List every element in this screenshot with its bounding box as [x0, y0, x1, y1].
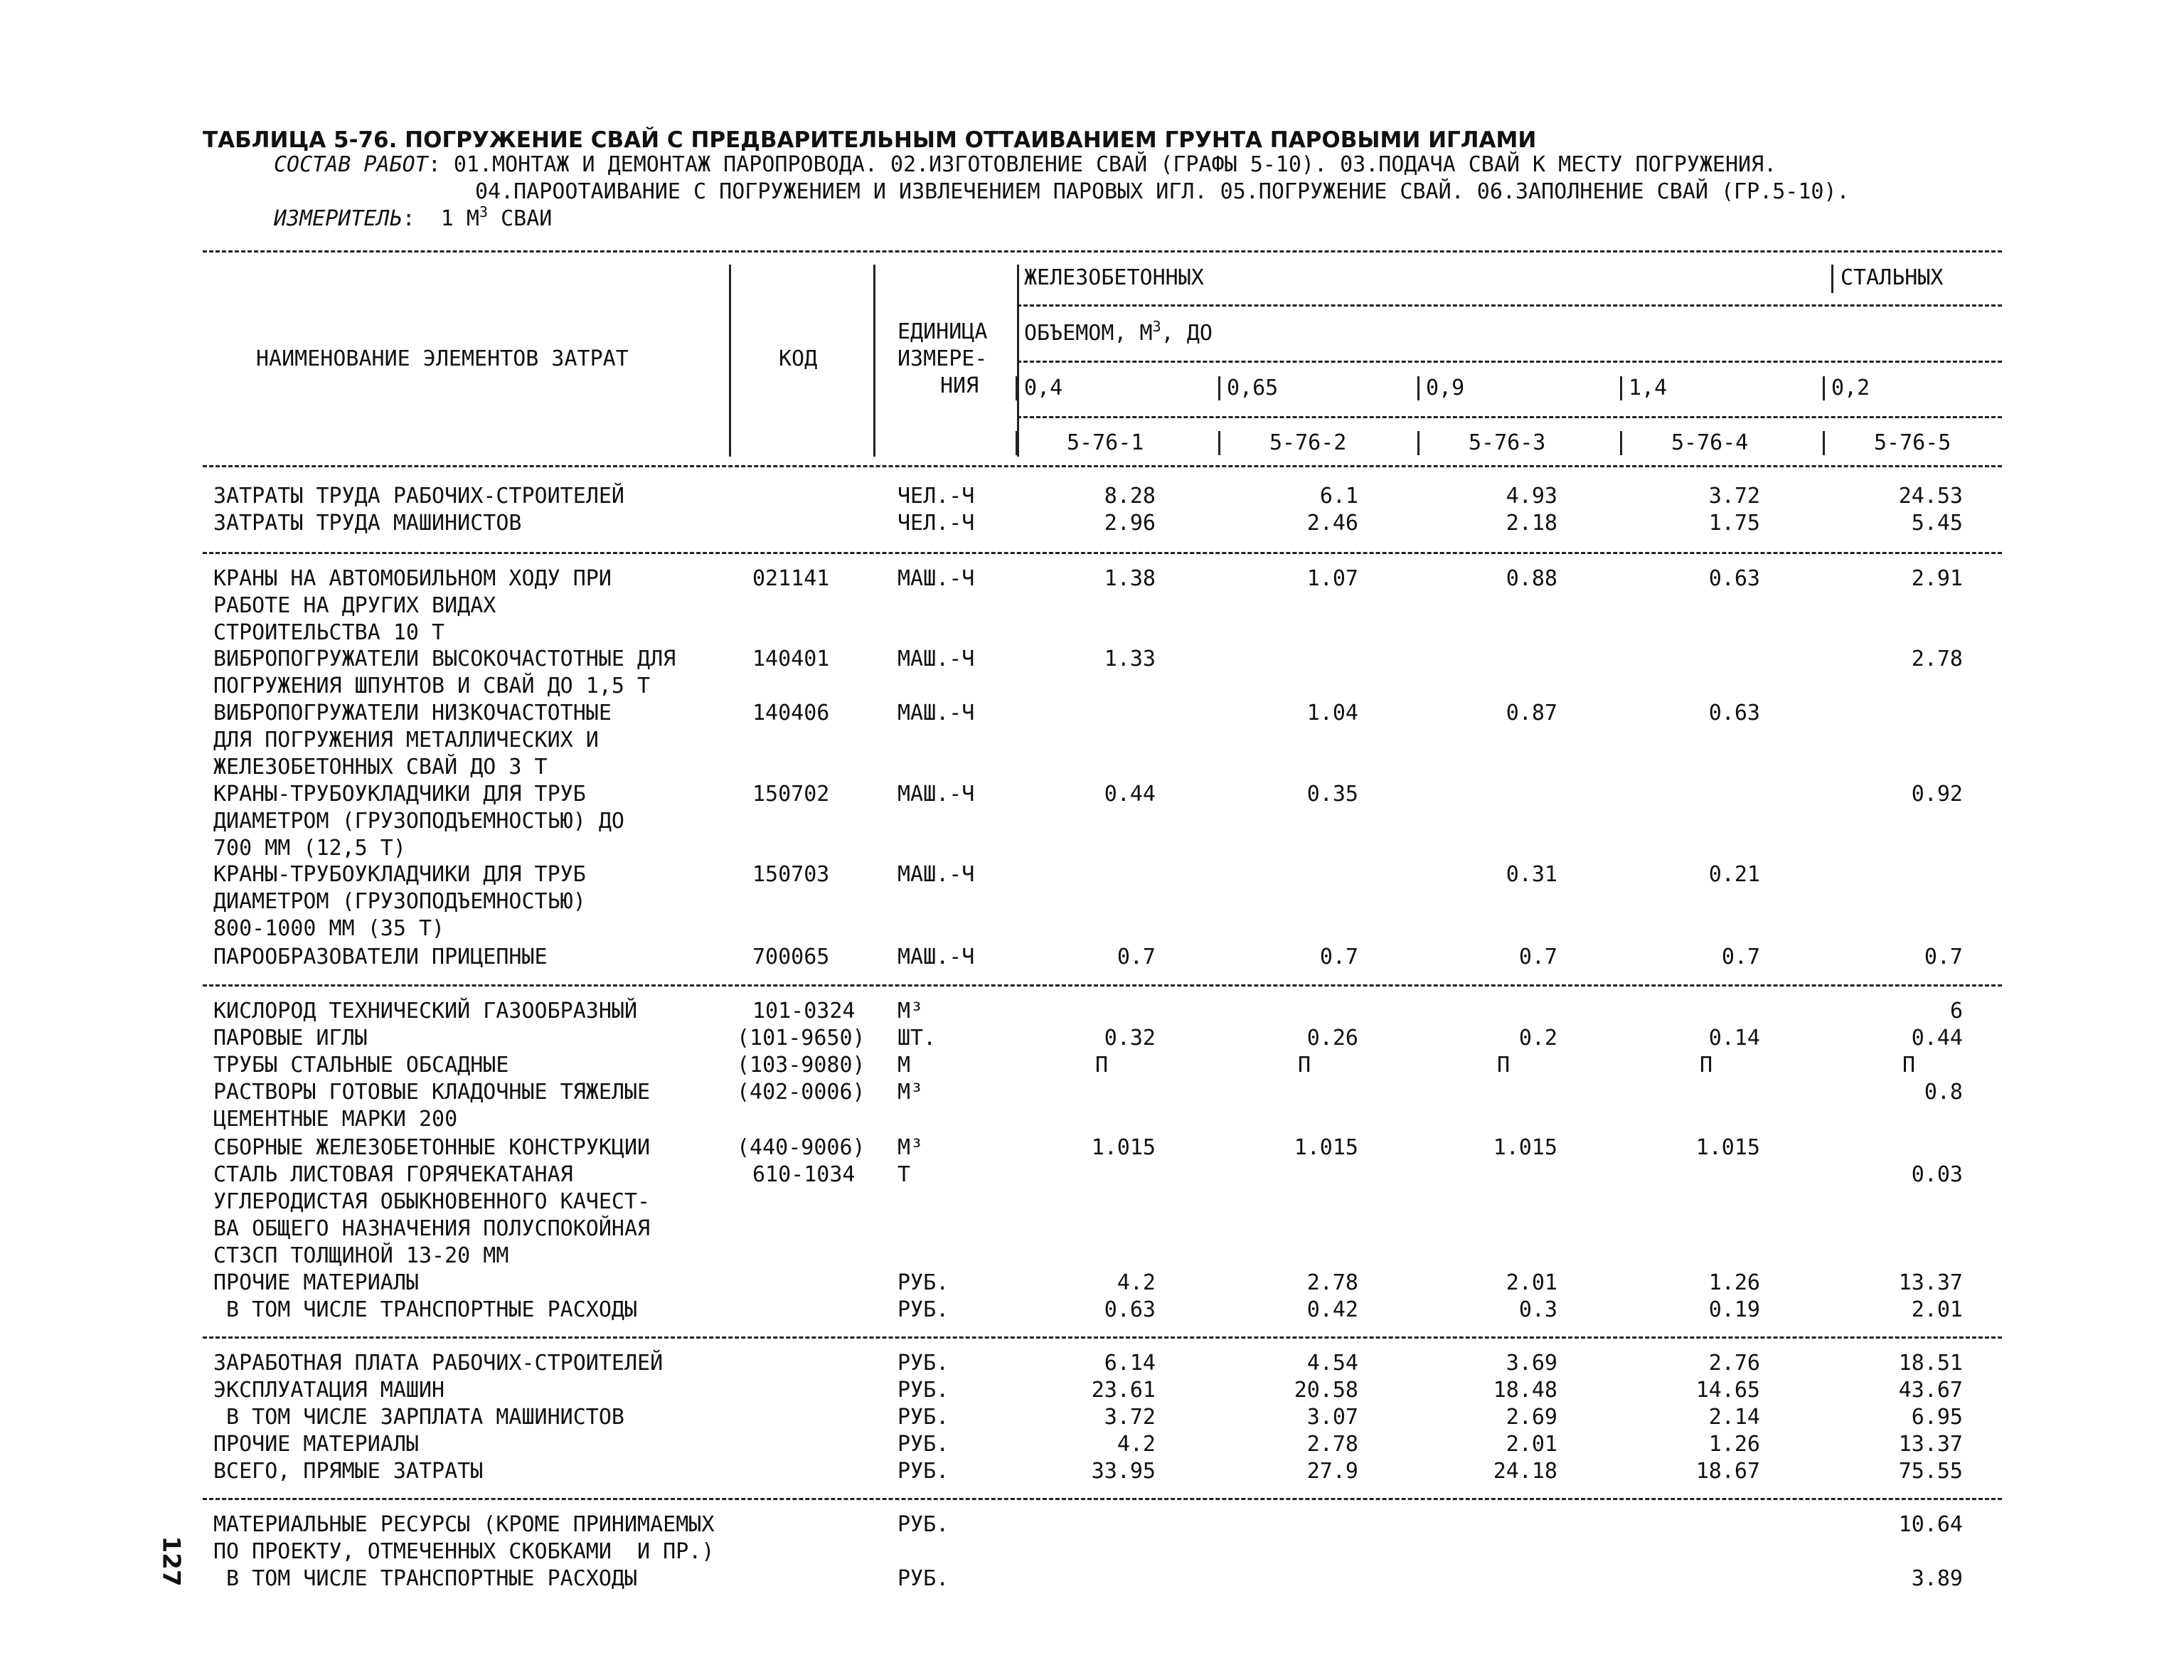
row-value: 13.37 [1898, 1432, 1963, 1457]
row-value: 0.63 [1708, 701, 1760, 725]
header-volume-value: 1,4 [1629, 376, 1668, 400]
row-name: СТАЛЬ ЛИСТОВАЯ ГОРЯЧЕКАТАНАЯ [213, 1162, 573, 1187]
row-value: 18.48 [1493, 1378, 1557, 1403]
row-name: ПРОЧИЕ МАТЕРИАЛЫ [213, 1270, 419, 1295]
row-unit: МАШ.-Ч [897, 647, 975, 671]
row-code: 140406 [752, 701, 830, 725]
row-value: 18.67 [1695, 1459, 1760, 1484]
row-value: 4.54 [1306, 1351, 1358, 1376]
header-top-rule [203, 250, 2002, 252]
row-name: 800-1000 ММ (35 Т) [213, 916, 445, 941]
header-code-value: 5-76-2 [1269, 430, 1347, 455]
row-value: 0.2 [1518, 1026, 1557, 1051]
row-value: 1.04 [1306, 701, 1358, 725]
row-value: 3.72 [1104, 1405, 1156, 1430]
row-unit: РУБ. [897, 1351, 949, 1376]
row-value: 2.01 [1506, 1270, 1557, 1295]
row-value: 4.93 [1506, 484, 1557, 509]
row-unit: ШТ. [897, 1026, 937, 1051]
header-rule-2 [1017, 361, 2002, 363]
header-volume-value: 0,65 [1227, 376, 1279, 400]
row-value: 3.69 [1506, 1351, 1557, 1376]
row-unit: Т [897, 1162, 911, 1187]
header-code-divider [1823, 431, 1825, 455]
header-bottom-rule [203, 465, 2002, 467]
row-value: 4.2 [1117, 1432, 1156, 1457]
row-code: 150702 [752, 782, 830, 807]
row-code: (103-9080) [737, 1053, 865, 1078]
row-unit: М³ [897, 1080, 924, 1105]
row-name: РАСТВОРЫ ГОТОВЫЕ КЛАДОЧНЫЕ ТЯЖЕЛЫЕ [213, 1080, 651, 1105]
row-value: 24.18 [1493, 1459, 1557, 1484]
row-value: 6.1 [1319, 484, 1358, 509]
row-name: В ТОМ ЧИСЛЕ ТРАНСПОРТНЫЕ РАСХОДЫ [213, 1566, 638, 1591]
header-rule-3 [1017, 416, 2002, 418]
row-name: ВА ОБЩЕГО НАЗНАЧЕНИЯ ПОЛУСПОКОЙНАЯ [213, 1216, 651, 1241]
row-unit: МАШ.-Ч [897, 862, 975, 887]
row-value: 6 [1949, 999, 1963, 1024]
row-value: 0.03 [1911, 1162, 1963, 1187]
row-name: СТ3СП ТОЛЩИНОЙ 13-20 ММ [213, 1243, 509, 1268]
measure-label: ИЗМЕРИТЕЛЬ [274, 206, 403, 231]
row-name: ПАРООБРАЗОВАТЕЛИ ПРИЦЕПНЫЕ [213, 945, 548, 969]
header-divider-code [873, 265, 875, 457]
header-unit-3: НИЯ [940, 373, 979, 398]
header-code-divider [1016, 431, 1018, 455]
row-value: 75.55 [1898, 1459, 1963, 1484]
row-value: 5.45 [1911, 511, 1963, 536]
row-name: КРАНЫ-ТРУБОУКЛАДЧИКИ ДЛЯ ТРУБ [213, 782, 586, 807]
row-unit: М [897, 1053, 911, 1078]
row-value: 0.21 [1708, 862, 1760, 887]
row-value: 23.61 [1091, 1378, 1156, 1403]
row-code: (402-0006) [737, 1080, 865, 1105]
row-value: 0.63 [1104, 1297, 1156, 1322]
row-value: 20.58 [1294, 1378, 1358, 1403]
work-composition-text-1: : 01.МОНТАЖ И ДЕМОНТАЖ ПАРОПРОВОДА. 02.ИЗГОТОВЛЕНИЕ СВАЙ (ГРАФЫ 5-10). 03.ПОДАЧА СВАЙ К МЕСТУ ПОГРУЖЕНИЯ. [427, 152, 1777, 177]
row-value: 0.7 [1319, 945, 1358, 969]
row-value: 0.14 [1708, 1026, 1760, 1051]
row-unit: МАШ.-Ч [897, 701, 975, 725]
row-value: 1.015 [1493, 1135, 1557, 1160]
row-value: 0.3 [1518, 1297, 1557, 1322]
row-value: 2.18 [1506, 511, 1557, 536]
header-code-value: 5-76-5 [1874, 430, 1951, 455]
row-value: 13.37 [1898, 1270, 1963, 1295]
row-unit: МАШ.-Ч [897, 566, 975, 591]
row-name: ТРУБЫ СТАЛЬНЫЕ ОБСАДНЫЕ [213, 1053, 509, 1078]
row-unit: РУБ. [897, 1566, 949, 1591]
header-group-steel: СТАЛЬНЫХ [1841, 265, 1944, 290]
section-rule [203, 984, 2002, 987]
row-name: СТРОИТЕЛЬСТВА 10 Т [213, 620, 445, 645]
row-value: 33.95 [1091, 1459, 1156, 1484]
header-group-rc: ЖЕЛЕЗОБЕТОННЫХ [1024, 265, 1204, 290]
header-code-divider [1620, 431, 1622, 455]
row-name: ПОГРУЖЕНИЯ ШПУНТОВ И СВАЙ ДО 1,5 Т [213, 674, 651, 698]
row-unit: РУБ. [897, 1512, 949, 1537]
row-value: 0.8 [1924, 1080, 1963, 1105]
header-divider-name [729, 265, 731, 457]
row-value: 2.01 [1911, 1297, 1963, 1322]
row-value: 2.78 [1306, 1270, 1358, 1295]
row-value: 0.7 [1117, 945, 1156, 969]
row-name: ДЛЯ ПОГРУЖЕНИЯ МЕТАЛЛИЧЕСКИХ И [213, 728, 599, 753]
row-value: 2.69 [1506, 1405, 1557, 1430]
header-volume-value: 0,2 [1831, 376, 1870, 400]
header-volume-tail: , ДО [1161, 321, 1213, 346]
row-value: 2.14 [1708, 1405, 1760, 1430]
row-code: (440-9006) [737, 1135, 865, 1160]
row-value: 8.28 [1104, 484, 1156, 509]
header-code-value: 5-76-4 [1671, 430, 1749, 455]
row-unit: ЧЕЛ.-Ч [897, 511, 975, 536]
row-unit: МАШ.-Ч [897, 782, 975, 807]
row-name: ДИАМЕТРОМ (ГРУЗОПОДЪЕМНОСТЬЮ) ДО [213, 809, 624, 834]
section-rule [203, 1498, 2002, 1500]
row-value: 10.64 [1898, 1512, 1963, 1537]
row-value: 0.42 [1306, 1297, 1358, 1322]
row-value: 2.78 [1911, 647, 1963, 671]
row-name: СБОРНЫЕ ЖЕЛЕЗОБЕТОННЫЕ КОНСТРУКЦИИ [213, 1135, 651, 1160]
row-value: 0.63 [1708, 566, 1760, 591]
row-value: П [1095, 1053, 1109, 1078]
row-unit: М³ [897, 1135, 924, 1160]
row-name: ЭКСПЛУАТАЦИЯ МАШИН [213, 1378, 445, 1403]
row-value: 0.92 [1911, 782, 1963, 807]
header-volume-divider [1016, 376, 1018, 400]
header-volume-divider [1823, 376, 1825, 400]
row-name: ЖЕЛЕЗОБЕТОННЫХ СВАЙ ДО 3 Т [213, 755, 548, 780]
row-value: 1.26 [1708, 1270, 1760, 1295]
row-code: 150703 [752, 862, 830, 887]
row-value: 18.51 [1898, 1351, 1963, 1376]
row-code: 610-1034 [752, 1162, 856, 1187]
row-name: ЗАТРАТЫ ТРУДА РАБОЧИХ-СТРОИТЕЛЕЙ [213, 484, 624, 509]
header-volume-sup: 3 [1152, 318, 1161, 335]
row-name: В ТОМ ЧИСЛЕ ЗАРПЛАТА МАШИНИСТОВ [213, 1405, 624, 1430]
row-code: 101-0324 [752, 999, 856, 1024]
measure-tail: СВАИ [488, 206, 553, 231]
header-volume-value: 0,9 [1426, 376, 1465, 400]
section-rule [203, 552, 2002, 554]
row-value: 0.44 [1911, 1026, 1963, 1051]
row-value: 2.78 [1306, 1432, 1358, 1457]
header-rule-1 [1017, 304, 2002, 307]
row-unit: РУБ. [897, 1405, 949, 1430]
row-value: 14.65 [1695, 1378, 1760, 1403]
work-composition-line-2: 04.ПАРООТАИВАНИЕ С ПОГРУЖЕНИЕМ И ИЗВЛЕЧЕНИЕМ ПАРОВЫХ ИГЛ. 05.ПОГРУЖЕНИЕ СВАЙ. 06.ЗАПОЛНЕНИЕ СВАЙ (ГР.5-10). [475, 179, 1850, 204]
row-name: 700 ММ (12,5 Т) [213, 836, 406, 861]
row-value: 2.01 [1506, 1432, 1557, 1457]
row-name: КРАНЫ-ТРУБОУКЛАДЧИКИ ДЛЯ ТРУБ [213, 862, 586, 887]
row-unit: М³ [897, 999, 924, 1024]
row-value: 0.7 [1518, 945, 1557, 969]
work-composition-label: СОСТАВ РАБОТ [274, 152, 428, 177]
row-value: 1.015 [1091, 1135, 1156, 1160]
row-unit: РУБ. [897, 1297, 949, 1322]
row-value: П [1700, 1053, 1713, 1078]
row-value: 2.91 [1911, 566, 1963, 591]
row-value: 2.96 [1104, 511, 1156, 536]
row-name: КРАНЫ НА АВТОМОБИЛЬНОМ ХОДУ ПРИ [213, 566, 612, 591]
header-code-divider [1417, 431, 1419, 455]
header-code-value: 5-76-3 [1469, 430, 1546, 455]
row-name: ЗАТРАТЫ ТРУДА МАШИНИСТОВ [213, 511, 522, 536]
row-value: 24.53 [1898, 484, 1963, 509]
header-code: КОД [779, 346, 818, 371]
row-value: 0.7 [1721, 945, 1760, 969]
measure-value: : 1 М [402, 206, 479, 231]
row-value: 0.31 [1506, 862, 1557, 887]
row-name: ВИБРОПОГРУЖАТЕЛИ НИЗКОЧАСТОТНЫЕ [213, 701, 612, 725]
row-value: 1.015 [1695, 1135, 1760, 1160]
row-value: 1.38 [1104, 566, 1156, 591]
row-value: П [1902, 1053, 1916, 1078]
row-code: (101-9650) [737, 1026, 865, 1051]
row-value: П [1298, 1053, 1311, 1078]
row-code: 700065 [752, 945, 830, 969]
row-value: 1.015 [1294, 1135, 1358, 1160]
header-volume-divider [1417, 376, 1419, 400]
row-value: 3.07 [1306, 1405, 1358, 1430]
row-value: 6.95 [1911, 1405, 1963, 1430]
row-unit: РУБ. [897, 1270, 949, 1295]
row-unit: ЧЕЛ.-Ч [897, 484, 975, 509]
row-name: В ТОМ ЧИСЛЕ ТРАНСПОРТНЫЕ РАСХОДЫ [213, 1297, 638, 1322]
header-divider-unit [1017, 265, 1019, 457]
header-code-divider [1218, 431, 1220, 455]
row-value: 0.19 [1708, 1297, 1760, 1322]
header-volume-divider [1218, 376, 1220, 400]
row-code: 021141 [752, 566, 830, 591]
header-unit-1: ЕДИНИЦА [897, 319, 988, 344]
row-value: 3.72 [1708, 484, 1760, 509]
row-name: ДИАМЕТРОМ (ГРУЗОПОДЪЕМНОСТЬЮ) [213, 889, 586, 914]
page-number: 127 [156, 1536, 186, 1587]
header-name: НАИМЕНОВАНИЕ ЭЛЕМЕНТОВ ЗАТРАТ [256, 346, 629, 371]
header-volume-value: 0,4 [1024, 376, 1063, 400]
row-name: РАБОТЕ НА ДРУГИХ ВИДАХ [213, 593, 496, 618]
row-value: 1.07 [1306, 566, 1358, 591]
row-name: ЦЕМЕНТНЫЕ МАРКИ 200 [213, 1107, 458, 1132]
row-value: 6.14 [1104, 1351, 1156, 1376]
row-name: УГЛЕРОДИСТАЯ ОБЫКНОВЕННОГО КАЧЕСТ- [213, 1189, 651, 1214]
row-unit: РУБ. [897, 1459, 949, 1484]
header-volume [1024, 320, 1213, 349]
row-name: ПО ПРОЕКТУ, ОТМЕЧЕННЫХ СКОБКАМИ И ПР.) [213, 1539, 715, 1564]
row-code: 140401 [752, 647, 830, 671]
row-unit: РУБ. [897, 1378, 949, 1403]
row-value: 0.44 [1104, 782, 1156, 807]
row-name: ПАРОВЫЕ ИГЛЫ [213, 1026, 368, 1051]
measure-line [274, 203, 553, 234]
row-name: ЗАРАБОТНАЯ ПЛАТА РАБОЧИХ-СТРОИТЕЛЕЙ [213, 1351, 664, 1376]
row-name: ПРОЧИЕ МАТЕРИАЛЫ [213, 1432, 419, 1457]
table-title: ТАБЛИЦА 5-76. ПОГРУЖЕНИЕ СВАЙ С ПРЕДВАРИТЕЛЬНЫМ ОТТАИВАНИЕМ ГРУНТА ПАРОВЫМИ ИГЛАМИ [203, 127, 1537, 153]
row-unit: МАШ.-Ч [897, 945, 975, 969]
row-value: 0.7 [1924, 945, 1963, 969]
row-value: 4.2 [1117, 1270, 1156, 1295]
row-value: 0.32 [1104, 1026, 1156, 1051]
header-volume-divider [1620, 376, 1622, 400]
row-name: ВСЕГО, ПРЯМЫЕ ЗАТРАТЫ [213, 1459, 484, 1484]
row-name: ВИБРОПОГРУЖАТЕЛИ ВЫСОКОЧАСТОТНЫЕ ДЛЯ [213, 647, 676, 671]
header-code-value: 5-76-1 [1067, 430, 1144, 455]
row-name: КИСЛОРОД ТЕХНИЧЕСКИЙ ГАЗООБРАЗНЫЙ [213, 999, 638, 1024]
header-volume-text: ОБЪЕМОМ, М [1024, 321, 1153, 346]
header-group-steel-divider [1831, 265, 1833, 293]
section-rule [203, 1336, 2002, 1339]
header-unit-2: ИЗМЕРЕ- [897, 346, 988, 371]
row-value: 2.46 [1306, 511, 1358, 536]
row-name: МАТЕРИАЛЬНЫЕ РЕСУРСЫ (КРОМЕ ПРИНИМАЕМЫХ [213, 1512, 715, 1537]
row-value: 2.76 [1708, 1351, 1760, 1376]
row-value: 1.26 [1708, 1432, 1760, 1457]
measure-sup: 3 [479, 203, 489, 220]
row-value: 27.9 [1306, 1459, 1358, 1484]
row-unit: РУБ. [897, 1432, 949, 1457]
row-value: 0.35 [1306, 782, 1358, 807]
row-value: 0.87 [1506, 701, 1557, 725]
row-value: 3.89 [1911, 1566, 1963, 1591]
row-value: 43.67 [1898, 1378, 1963, 1403]
row-value: 0.26 [1306, 1026, 1358, 1051]
row-value: 0.88 [1506, 566, 1557, 591]
row-value: П [1497, 1053, 1511, 1078]
row-value: 1.33 [1104, 647, 1156, 671]
work-composition-line-1 [274, 151, 1777, 179]
row-value: 1.75 [1708, 511, 1760, 536]
